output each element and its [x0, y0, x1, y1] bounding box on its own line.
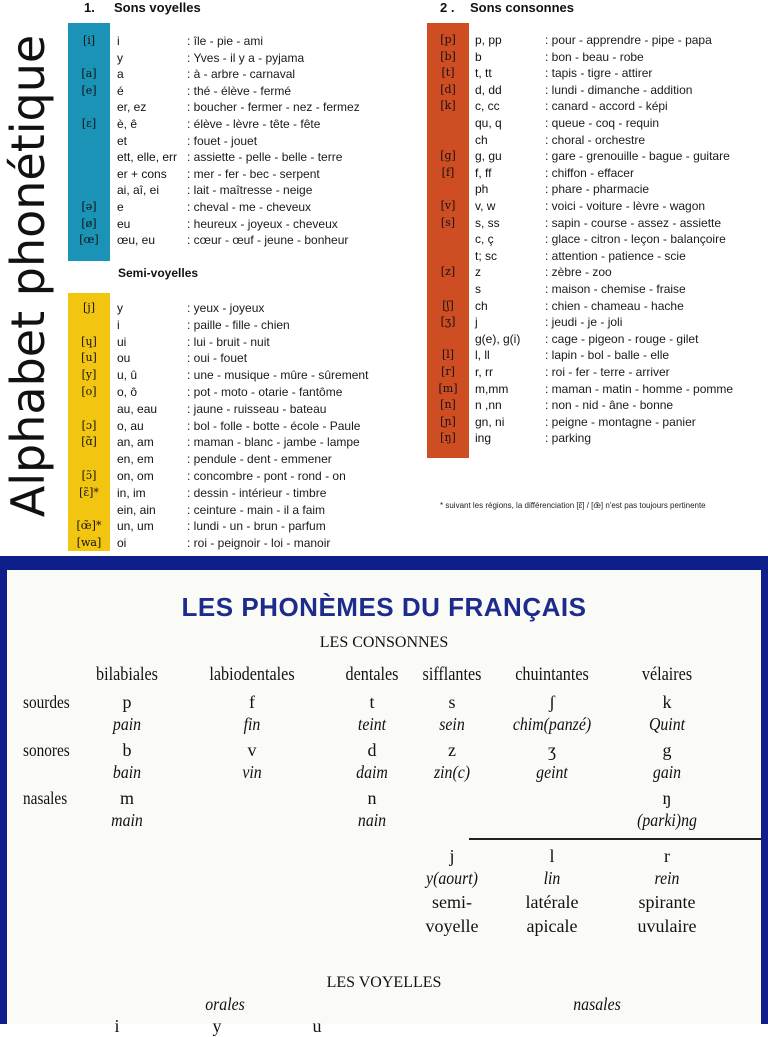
example-words: : une - musique - mûre - sûrement: [187, 368, 369, 383]
row-label: sonores: [23, 740, 70, 760]
ipa-symbol: [ɛ]: [81, 117, 97, 130]
spelling: m,mm: [475, 381, 509, 396]
example-words: : choral - orchestre: [545, 132, 646, 147]
spelling: b: [475, 49, 482, 64]
ipa-symbol: [ɛ̃]*: [79, 485, 99, 499]
ipa-symbol: [z]: [440, 265, 456, 279]
phoneme-row: [428, 314, 768, 330]
example-words: : mer - fer - bec - serpent: [187, 166, 320, 181]
section-consonants-heading: [440, 0, 574, 15]
column-header: sifflantes: [422, 664, 482, 685]
phoneme-row: [69, 83, 409, 99]
column-header: vélaires: [641, 664, 693, 685]
phoneme-symbol: s: [448, 692, 456, 712]
row-label: sourdes: [23, 692, 70, 712]
example-words: : lait - maîtresse - neige: [187, 183, 313, 198]
phoneme-row: [428, 198, 768, 214]
voyelles-subtitle: LES VOYELLES: [326, 974, 442, 991]
spelling: ch: [475, 132, 488, 147]
phoneme-row: [428, 397, 768, 413]
example-words: : gare - grenouille - bague - guitare: [545, 149, 730, 164]
phoneme-row: [69, 133, 409, 149]
phoneme-row: [428, 215, 768, 231]
spelling: er, ez: [117, 100, 147, 115]
column-header: chuintantes: [515, 664, 589, 685]
orales-label: orales: [205, 994, 245, 1014]
ipa-symbol: [v]: [440, 199, 456, 212]
spelling: c, ç: [475, 232, 494, 247]
example-words: : île - pie - ami: [187, 34, 264, 48]
example-words: : maison - chemise - fraise: [545, 282, 686, 296]
spelling: é: [117, 83, 124, 98]
phoneme-row: [428, 148, 768, 164]
example-words: : lui - bruit - nuit: [187, 334, 270, 349]
example-words: : à - arbre - carnaval: [187, 67, 296, 82]
row-label: nasales: [23, 788, 68, 808]
ipa-symbol: [ŋ]: [440, 431, 456, 445]
spelling: ph: [475, 182, 489, 197]
example-word: sein: [439, 714, 465, 734]
spelling: ing: [475, 431, 492, 446]
example-words: : jeudi - je - joli: [545, 315, 623, 330]
phoneme-row: [428, 414, 768, 430]
phoneme-description: latérale: [525, 892, 579, 912]
ipa-symbol: [f]: [441, 165, 455, 179]
example-words: : boucher - fermer - nez - fermez: [187, 100, 360, 115]
phoneme-row: [428, 331, 768, 347]
phoneme-row: [69, 216, 409, 232]
example-words: : heureux - joyeux - cheveux: [187, 216, 338, 231]
section-vowels-heading: [84, 0, 201, 15]
divider-line: [469, 838, 761, 840]
column-header: labiodentales: [209, 664, 295, 685]
phoneme-row: [69, 535, 409, 551]
spelling: o, au: [117, 418, 144, 433]
spelling: ui: [117, 334, 127, 349]
ipa-symbol: [p]: [440, 33, 456, 46]
phoneme-row: [428, 248, 768, 264]
example-words: : cœur - œuf - jeune - bonheur: [187, 233, 349, 248]
example-word: rein: [654, 868, 680, 888]
example-word: zin(c): [433, 762, 471, 782]
spelling: ou: [117, 351, 131, 366]
ipa-symbol: [b]: [440, 49, 456, 63]
spelling: n ,nn: [475, 398, 502, 413]
example-words: : roi - fer - terre - arriver: [545, 365, 670, 379]
example-words: : voici - voiture - lèvre - wagon: [545, 199, 706, 213]
spelling: gn, ni: [475, 414, 505, 429]
ipa-symbol: [ʃ]: [442, 298, 454, 312]
spelling: ch: [475, 298, 488, 313]
phoneme-row: [428, 115, 768, 131]
example-words: : maman - matin - homme - pomme: [545, 381, 734, 396]
example-words: : paille - fille - chien: [187, 317, 290, 332]
phoneme-description: voyelle: [425, 916, 479, 936]
ipa-symbol: [ɔ]: [81, 418, 97, 432]
phoneme-description: semi-: [432, 892, 472, 912]
spelling: u, û: [117, 368, 138, 383]
ipa-symbol: [n]: [440, 398, 456, 412]
ipa-symbol: [œ̃]*: [76, 519, 102, 533]
example-words: : ceinture - main - il a faim: [187, 502, 326, 517]
column-header: dentales: [345, 664, 399, 685]
example-words: : pour - apprendre - pipe - papa: [545, 33, 712, 47]
phoneme-row: [69, 149, 409, 165]
phoneme-row: [69, 166, 409, 182]
example-words: : pendule - dent - emmener: [187, 452, 332, 467]
spelling: è, ê: [117, 117, 138, 131]
example-word: pain: [112, 714, 142, 734]
ipa-symbol: [ɲ]: [440, 414, 456, 428]
spelling: en, em: [117, 452, 154, 467]
ipa-symbol: [o]: [81, 385, 97, 398]
spelling: d, dd: [475, 82, 502, 97]
spelling: on, om: [117, 469, 154, 483]
ipa-symbol: [k]: [440, 99, 456, 113]
spelling: ein, ain: [117, 502, 156, 517]
phoneme-row: [428, 82, 768, 98]
example-words: : cage - pigeon - rouge - gilet: [545, 331, 699, 346]
spelling: c, cc: [475, 99, 500, 114]
phonemes-section: [0, 556, 768, 1036]
example-words: : bon - beau - robe: [545, 49, 644, 64]
phoneme-row: [69, 468, 409, 484]
ipa-symbol: [j]: [83, 301, 95, 314]
phoneme-symbol: b: [122, 740, 132, 760]
phoneme-symbol: ʃ: [549, 692, 555, 712]
example-words: : thé - élève - fermé: [187, 83, 292, 98]
phoneme-row: [428, 381, 768, 397]
ipa-symbol: [i]: [82, 34, 96, 47]
example-word: fin: [243, 714, 261, 734]
spelling: in, im: [117, 485, 146, 500]
example-words: : zèbre - zoo: [545, 265, 612, 280]
section-title: Sons consonnes: [470, 0, 575, 15]
ipa-symbol: [ɑ̃]: [81, 435, 97, 449]
spelling: i: [117, 317, 120, 332]
ipa-symbol: [e]: [81, 83, 97, 97]
example-words: : chiffon - effacer: [545, 165, 634, 180]
phoneme-row: [428, 132, 768, 148]
phoneme-row: [69, 300, 409, 316]
example-word: lin: [543, 868, 561, 888]
phoneme-row: [428, 264, 768, 280]
spelling: o, ô: [117, 385, 138, 399]
example-words: : yeux - joyeux: [187, 301, 265, 315]
spelling: an, am: [117, 435, 154, 450]
example-words: : lundi - dimanche - addition: [545, 82, 693, 97]
phoneme-description: uvulaire: [637, 916, 697, 936]
spelling: ai, aî, ei: [117, 183, 160, 198]
spelling: f, ff: [475, 165, 492, 180]
phoneme-row: [428, 165, 768, 181]
spelling: er + cons: [117, 166, 167, 181]
phoneme-row: [69, 502, 409, 518]
phoneme-row: [69, 182, 409, 198]
example-words: : chien - chameau - hache: [545, 298, 684, 313]
phoneme-row: [428, 430, 768, 446]
example-words: : glace - citron - leçon - balançoire: [545, 232, 726, 247]
phoneme-row: [428, 49, 768, 65]
example-words: : dessin - intérieur - timbre: [187, 485, 327, 500]
example-word: y(aourt): [426, 868, 478, 888]
phoneme-row: [69, 99, 409, 115]
phoneme-description: spirante: [638, 892, 696, 912]
phoneme-row: [428, 298, 768, 314]
example-words: : phare - pharmacie: [545, 182, 650, 197]
phoneme-row: [69, 434, 409, 450]
phoneme-row: [69, 485, 409, 501]
ipa-symbol: [ə]: [81, 200, 97, 213]
phoneme-row: [428, 65, 768, 81]
spelling: au, eau: [117, 401, 158, 416]
ipa-symbol: [a]: [81, 67, 97, 81]
example-word: main: [111, 810, 143, 830]
example-word: daim: [356, 762, 388, 782]
ipa-symbol: [l]: [441, 348, 455, 362]
example-word: gain: [652, 762, 682, 782]
phoneme-row: [69, 350, 409, 366]
footnote: * suivant les régions, la différenciation [ɛ̃] / [œ̃] n'est pas toujours pertinente: [440, 501, 706, 510]
example-word: bain: [112, 762, 142, 782]
phoneme-row: [69, 518, 409, 534]
phoneme-row: [69, 232, 409, 248]
ipa-symbol: [ø]: [81, 216, 97, 230]
phoneme-symbol: k: [662, 692, 672, 712]
phoneme-symbol: j: [449, 846, 455, 866]
phoneme-row: [69, 33, 409, 49]
phoneme-row: [69, 317, 409, 333]
spelling: ett, elle, err: [117, 150, 178, 165]
spelling: l, ll: [475, 348, 490, 363]
phoneme-row: [428, 32, 768, 48]
ipa-symbol: [r]: [441, 365, 455, 378]
example-words: : queue - coq - requin: [545, 116, 660, 130]
spelling: a: [117, 67, 124, 82]
phoneme-symbol: z: [448, 740, 456, 760]
example-words: : cheval - me - cheveux: [187, 200, 312, 214]
vowel-symbol: y: [212, 1016, 222, 1036]
phoneme-row: [428, 231, 768, 247]
example-words: : lundi - un - brun - parfum: [187, 519, 326, 534]
spelling: t; sc: [475, 248, 498, 263]
spelling: g, gu: [475, 149, 502, 164]
spelling: r, rr: [475, 365, 493, 379]
ipa-symbol: [t]: [441, 66, 455, 80]
example-words: : parking: [545, 431, 592, 446]
phoneme-row: [428, 181, 768, 197]
spelling: qu, q: [475, 116, 502, 130]
phoneme-symbol: n: [367, 788, 377, 808]
phoneme-row: [428, 364, 768, 380]
example-words: : Yves - il y a - pyjama: [187, 50, 305, 65]
spelling: et: [117, 133, 128, 148]
phoneme-symbol: t: [369, 692, 375, 712]
phoneme-symbol: ʒ: [548, 740, 556, 760]
example-word: vin: [242, 762, 262, 782]
spelling: y: [117, 50, 123, 65]
phoneme-row: [69, 50, 409, 66]
phoneme-symbol: v: [247, 740, 257, 760]
phoneme-symbol: f: [249, 692, 255, 712]
section-title: Sons voyelles: [114, 0, 201, 15]
example-words: : non - nid - âne - bonne: [545, 398, 674, 413]
ipa-symbol: [ɔ̃]: [81, 469, 97, 482]
example-word: chim(panzé): [512, 714, 592, 734]
example-words: : bol - folle - botte - école - Paule: [187, 418, 361, 433]
semivowels-heading: Semi-voyelles: [118, 266, 199, 280]
example-word: Quint: [648, 714, 686, 734]
example-words: : jaune - ruisseau - bateau: [187, 401, 327, 416]
ipa-symbol: [ʒ]: [440, 315, 456, 329]
example-words: : roi - peignoir - loi - manoir: [187, 536, 331, 551]
spelling: e: [117, 200, 124, 214]
example-words: : concombre - pont - rond - on: [187, 469, 346, 483]
phoneme-row: [69, 451, 409, 467]
phoneme-row: [428, 281, 768, 297]
spelling: oi: [117, 536, 127, 551]
spelling: j: [475, 315, 478, 330]
ipa-symbol: [œ]: [79, 233, 99, 247]
phoneme-row: [69, 199, 409, 215]
consonnes-subtitle: LES CONSONNES: [319, 634, 449, 651]
example-word: nain: [357, 810, 387, 830]
phoneme-symbol: m: [119, 788, 134, 808]
example-words: : canard - accord - képi: [545, 99, 668, 114]
example-words: : maman - blanc - jambe - lampe: [187, 435, 360, 450]
ipa-symbol: [y]: [81, 368, 97, 382]
example-words: : assiette - pelle - belle - terre: [187, 150, 343, 165]
example-word: (parki)ng: [637, 810, 697, 830]
spelling: eu: [117, 216, 131, 231]
phoneme-row: [69, 401, 409, 417]
nasales-label: nasales: [573, 994, 621, 1014]
example-words: : élève - lèvre - tête - fête: [187, 117, 321, 131]
phoneme-row: [69, 367, 409, 383]
ipa-symbol: [g]: [440, 149, 456, 163]
example-word: teint: [357, 714, 387, 734]
example-words: : oui - fouet: [187, 351, 248, 366]
spelling: œu, eu: [117, 233, 156, 248]
example-words: : peigne - montagne - panier: [545, 414, 696, 429]
phoneme-row: [69, 418, 409, 434]
spelling: z: [475, 265, 481, 280]
vowel-symbol: u: [312, 1016, 322, 1036]
example-words: : attention - patience - scie: [545, 248, 686, 263]
side-title: Alphabet phonétique: [1, 34, 55, 518]
spelling: s: [475, 282, 481, 296]
phoneme-symbol: p: [122, 692, 132, 712]
phoneme-symbol: ŋ: [662, 788, 672, 808]
section-number: 1.: [84, 0, 95, 15]
spelling: v, w: [475, 199, 496, 213]
phonemes-panel: [7, 570, 761, 1036]
example-word: geint: [536, 762, 568, 782]
phoneme-symbol: r: [664, 846, 670, 866]
ipa-symbol: [wa]: [76, 536, 102, 550]
phoneme-row: [428, 347, 768, 363]
phoneme-row: [69, 334, 409, 350]
phoneme-row: [69, 384, 409, 400]
ipa-symbol: [u]: [81, 351, 97, 365]
vowel-symbol: i: [114, 1016, 120, 1036]
spelling: g(e), g(i): [475, 331, 521, 346]
spelling: t, tt: [475, 66, 492, 81]
section-number: 2 .: [440, 0, 455, 15]
ipa-symbol: [s]: [440, 215, 456, 229]
spelling: y: [117, 301, 123, 315]
phoneme-description: apicale: [526, 916, 578, 936]
spelling: i: [117, 34, 120, 48]
phoneme-symbol: g: [662, 740, 672, 760]
ipa-symbol: [d]: [440, 82, 456, 96]
phoneme-symbol: l: [549, 846, 555, 866]
spelling: un, um: [117, 519, 154, 534]
phoneme-row: [69, 116, 409, 132]
example-words: : lapin - bol - balle - elle: [545, 348, 670, 363]
example-words: : tapis - tigre - attirer: [545, 66, 653, 81]
phoneme-symbol: d: [367, 740, 377, 760]
spelling: s, ss: [475, 215, 500, 230]
ipa-symbol: [ɥ]: [81, 334, 97, 348]
example-words: : sapin - course - assez - assiette: [545, 215, 722, 230]
phonemes-title: LES PHONÈMES DU FRANÇAIS: [181, 592, 587, 622]
phoneme-row: [428, 98, 768, 114]
spelling: p, pp: [475, 33, 502, 47]
example-words: : pot - moto - otarie - fantôme: [187, 385, 343, 399]
example-words: : fouet - jouet: [187, 133, 258, 148]
ipa-symbol: [m]: [438, 381, 458, 395]
column-header: bilabiales: [96, 664, 158, 685]
phoneme-row: [69, 66, 409, 82]
